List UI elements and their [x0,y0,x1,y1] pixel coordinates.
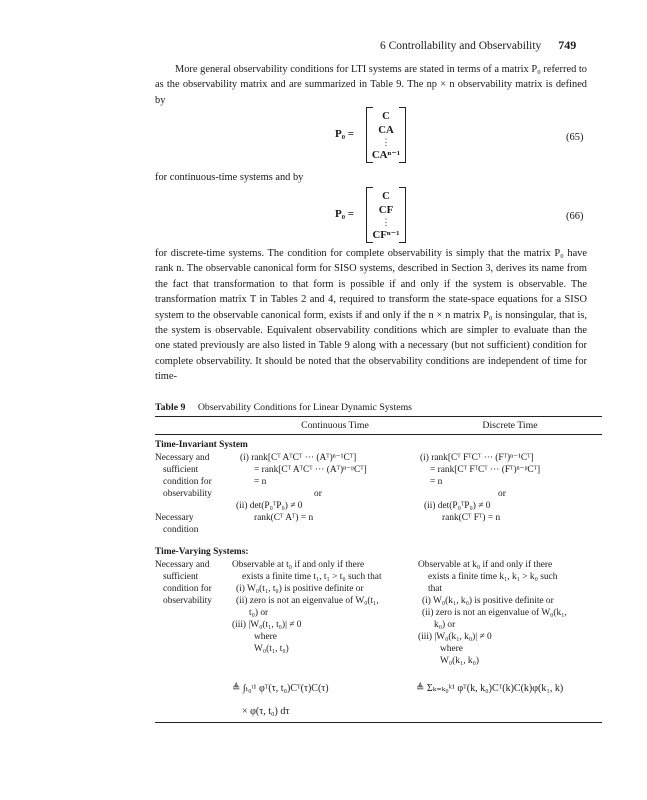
table-header-rule [155,434,602,435]
ti-disc-det: (ii) det(P₀ᵀP₀) ≠ 0 [424,501,491,511]
tv-disc-line-6: k₀) or [434,620,456,630]
tv-disc-line-3: that [428,584,443,594]
ti-cont-det: (ii) det(P₀ᵀP₀) ≠ 0 [236,501,303,511]
tv-label-3: condition for [163,584,212,594]
eq65-matrix [366,107,406,163]
ti-nec-label-1: Necessary [155,513,194,523]
tv-disc-line-1: Observable at k₀ if and only if there [418,560,553,570]
eq66-row-1: C [382,190,390,202]
tv-cont-line-3: (i) W₀(t₁, t₀) is positive definite or [236,584,364,594]
tv-label-4: observability [163,596,212,606]
table-caption [155,402,412,413]
tv-label-2: sufficient [163,572,199,582]
ti-disc-necessary: rank(Cᵀ Fᵀ) = n [442,513,501,523]
tv-cont-line-7: where [254,632,277,642]
ti-cont-necessary: rank(Cᵀ Aᵀ) = n [254,513,314,523]
eq66-matrix [366,187,406,243]
tv-cont-line-6: (iii) |W₀(t₁, t₀)| ≠ 0 [232,620,302,630]
ti-label-1: Necessary and [155,453,210,463]
paragraph-continuous: for continuous-time systems and by [155,172,304,183]
tv-cont-line-5: t₀) or [249,608,269,618]
eq65-row-1: C [382,110,390,122]
tv-disc-line-9: W₀(k₁, k₀) [440,656,479,666]
table-bottom-rule [155,722,602,723]
ti-label-4: observability [163,489,212,499]
ti-disc-or: or [498,489,506,499]
ti-nec-label-2: condition [163,525,199,535]
table-title: Observability Conditions for Linear Dynamic Systems [197,402,412,413]
tv-cont-integral-def: ≜ ∫ₜ₀ᵗ¹ φᵀ(τ, t₀)Cᵀ(τ)C(τ) [232,683,329,694]
tv-disc-sum-def: ≜ Σₖ₌ₖ₀ᵏ¹ φᵀ(k, k₀)Cᵀ(k)C(k)φ(k₁, k) [416,683,564,694]
tv-cont-line-4: (ii) zero is not an eigenvalue of W₀(t₁, [236,596,379,606]
table-top-rule [155,416,602,417]
section-title: 6 Controllability and Observability [380,40,542,52]
tv-disc-line-7: (iii) |W₀(k₁, k₀)| ≠ 0 [418,632,492,642]
running-header [380,38,576,53]
ti-cont-or: or [314,489,322,499]
eq66-row-3: ⋮ [381,217,391,227]
eq66-row-4: CFⁿ⁻¹ [372,229,400,241]
paragraph-intro: More general observability conditions for LTI systems are stated in terms of a matrix P₀ referred to as the observability matrix and are summarized in Table 9. The np × n observability matrix is defined by [155,64,587,106]
time-invariant-heading: Time-Invariant System [155,440,248,450]
ti-cont-rank-2: = rank[Cᵀ AᵀCᵀ ··· (Aᵀ)ⁿ⁻ᵖCᵀ] [254,465,367,475]
eq65-label: (65) [566,132,584,143]
tv-cont-line-1: Observable at t₀ if and only if there [232,560,365,570]
ti-disc-rank-3: = n [430,477,443,487]
tv-cont-line-2: exists a finite time t₁, t₁ > t₀ such that [242,572,382,582]
ti-disc-rank-1: (i) rank[Cᵀ FᵀCᵀ ··· (Fᵀ)ⁿ⁻¹Cᵀ] [420,453,534,463]
tv-cont-integral-def-2: × φ(τ, t₀) dτ [242,706,290,717]
eq66-row-2: CF [378,204,394,216]
eq66-lhs: P₀ = [335,208,355,220]
eq66-label: (66) [566,211,584,222]
eq65-row-2: CA [378,124,394,136]
col-header-continuous: Continuous Time [301,420,369,431]
eq65-row-3: ⋮ [381,137,391,147]
eq65-lhs: P₀ = [335,128,355,140]
tv-disc-line-4: (i) W₀(k₁, k₀) is positive definite or [422,596,554,606]
page-number: 749 [558,38,577,52]
ti-label-2: sufficient [163,465,199,475]
ti-cont-rank-1: (i) rank[Cᵀ AᵀCᵀ ··· (Aᵀ)ⁿ⁻¹Cᵀ] [240,453,357,463]
paragraph-discrete: for discrete-time systems. The condition for complete observability is simply that the matrix P₀ have rank n. The observable canonical form for SISO systems, described in Section 3, derives its name from the fact that transformation to that form is possible if and only if the system is observable. The transformation matrix T in Tables 2 and 4, required to transform the state-space equations for a SISO system to the observable canonical form, exists if and only if the n × n matrix P₀ is nonsingular, that is, the system is observable. Equivalent observability conditions which are simpler to evaluate than the one stated previously are also listed in Table 9 along with a necessary (but not sufficient) condition for complete observability. It should be noted that the observability conditions are independent of time for time- [155,248,587,383]
tv-disc-line-5: (ii) zero is not an eigenvalue of W₀(k₁, [422,608,567,618]
tv-disc-line-2: exists a finite time k₁, k₁ > k₀ such [428,572,558,582]
table-label: Table 9 [155,402,186,413]
tv-label-1: Necessary and [155,560,210,570]
col-header-discrete: Discrete Time [482,420,538,431]
ti-cont-rank-3: = n [254,477,267,487]
ti-disc-rank-2: = rank[Cᵀ FᵀCᵀ ··· (Fᵀ)ⁿ⁻ᵖCᵀ] [430,465,541,475]
tv-cont-line-8: W₀(t₁, t₀) [254,644,289,654]
tv-disc-line-8: where [440,644,463,654]
time-varying-heading: Time-Varying Systems: [155,547,249,557]
ti-label-3: condition for [163,477,212,487]
eq65-row-4: CAⁿ⁻¹ [371,149,401,161]
